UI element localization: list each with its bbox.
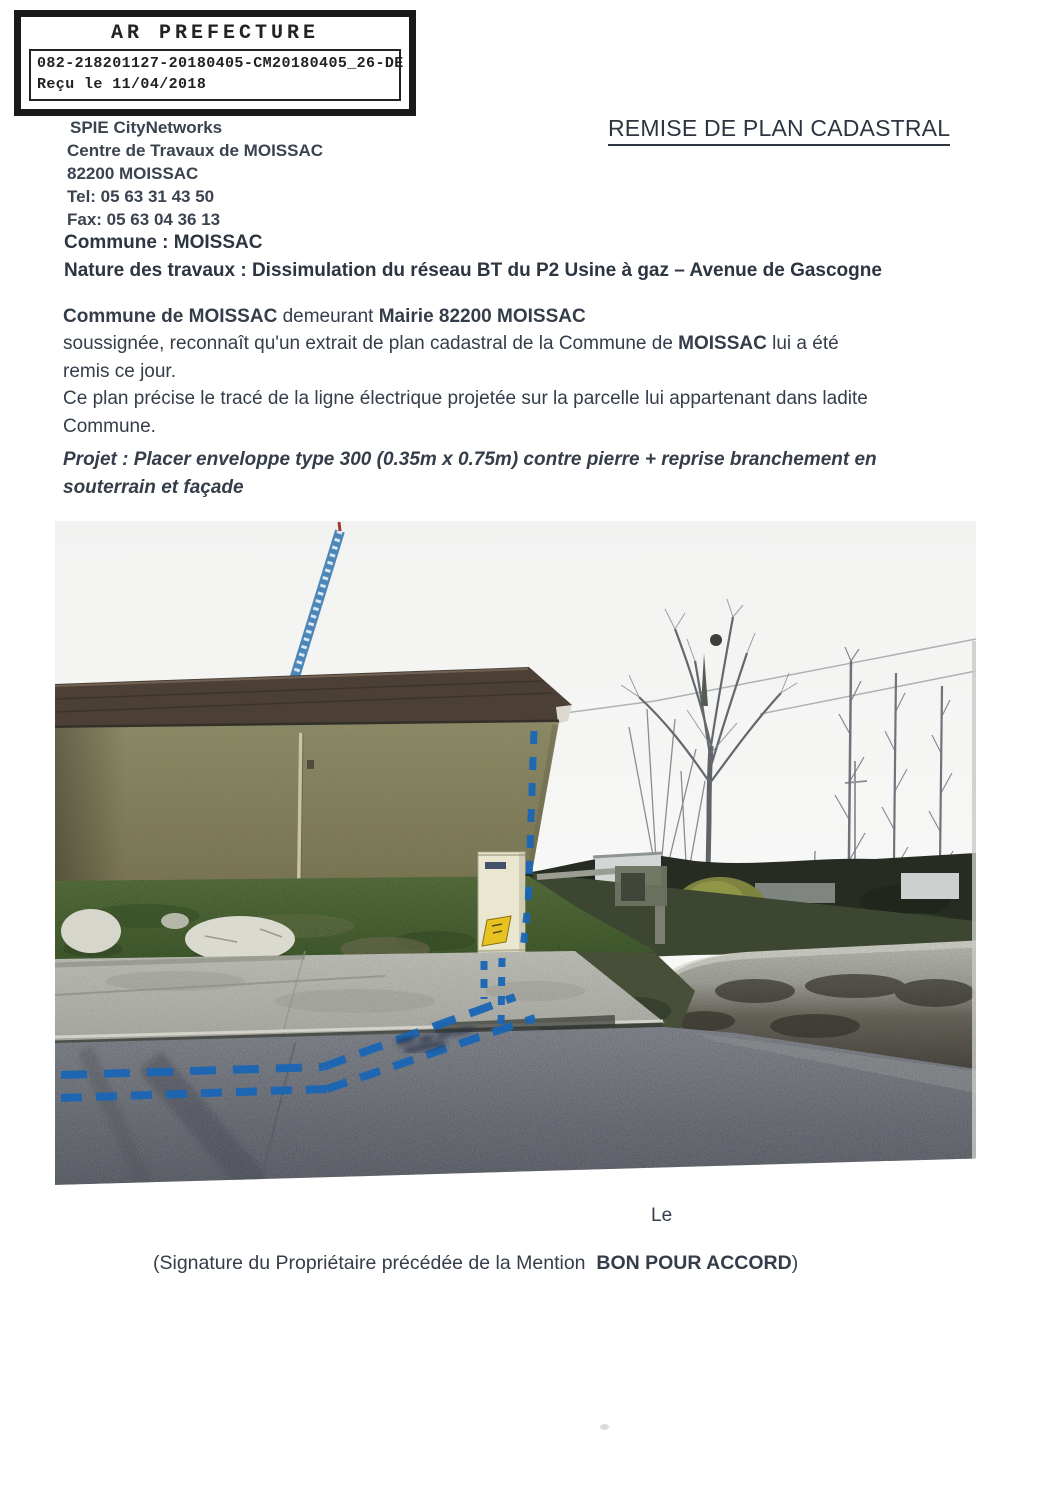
project-line-2: souterrain et façade	[63, 476, 244, 498]
signature-prefix: (Signature du Propriétaire précédée de la Mention	[153, 1252, 597, 1274]
scan-speck	[600, 1424, 609, 1430]
signature-mention: BON POUR ACCORD	[596, 1252, 792, 1274]
body-commune-bold: Commune de MOISSAC	[63, 306, 278, 327]
body-line-3: remis ce jour.	[63, 360, 176, 382]
bird-nest	[710, 634, 722, 646]
sender-company: SPIE CityNetworks	[70, 118, 223, 137]
body-demeurant: demeurant	[277, 306, 379, 327]
body-line-5: Commune.	[63, 415, 156, 437]
sender-city: 82200 MOISSAC	[67, 164, 199, 183]
body-line-1	[63, 303, 993, 330]
body-line-4: Ce plan précise le tracé de la ligne électrique projetée sur la parcelle lui appartenant dans ladite	[63, 388, 868, 410]
sender-phone: Tel: 05 63 31 43 50	[67, 187, 215, 206]
body-line-2	[63, 330, 993, 357]
utility-cabinet	[478, 852, 525, 966]
signature-line	[153, 1252, 798, 1275]
prefecture-stamp	[14, 10, 416, 116]
body-paragraph	[63, 303, 993, 440]
stamp-title: AR PREFECTURE	[110, 22, 320, 45]
sender-center: Centre de Travaux de MOISSAC	[67, 141, 324, 160]
photo-edge	[972, 641, 976, 1161]
drain-pipe	[299, 733, 301, 883]
body-moissac-bold: MOISSAC	[678, 333, 767, 355]
body-mairie-bold: Mairie 82200 MOISSAC	[378, 306, 586, 327]
body-lui-a-ete: lui a été	[766, 333, 839, 355]
site-photo	[55, 521, 976, 1185]
cabinet-label	[485, 862, 506, 869]
stamp-reference-box	[29, 49, 404, 101]
nature-line: Nature des travaux : Dissimulation du réseau BT du P2 Usine à gaz – Avenue de Gascogne	[64, 260, 882, 281]
commune-line: Commune : MOISSAC	[64, 232, 263, 253]
sender-block	[67, 116, 323, 231]
sender-fax: Fax: 05 63 04 36 13	[67, 210, 221, 229]
stamp-reference: 082-218201127-20180405-CM20180405_26-DE	[37, 55, 404, 72]
signature-suffix: )	[791, 1252, 799, 1274]
document-title: REMISE DE PLAN CADASTRAL	[608, 115, 950, 146]
project-line-1: Projet : Placer enveloppe type 300 (0.35m x 0.75m) contre pierre + reprise branchement en	[63, 449, 877, 470]
date-line: Le	[651, 1205, 673, 1226]
stamp-received-date: Reçu le 11/04/2018	[37, 76, 207, 93]
body-soussignee: soussignée, reconnaît qu'un extrait de plan cadastral de la Commune de	[63, 333, 679, 355]
project-line	[63, 446, 877, 501]
